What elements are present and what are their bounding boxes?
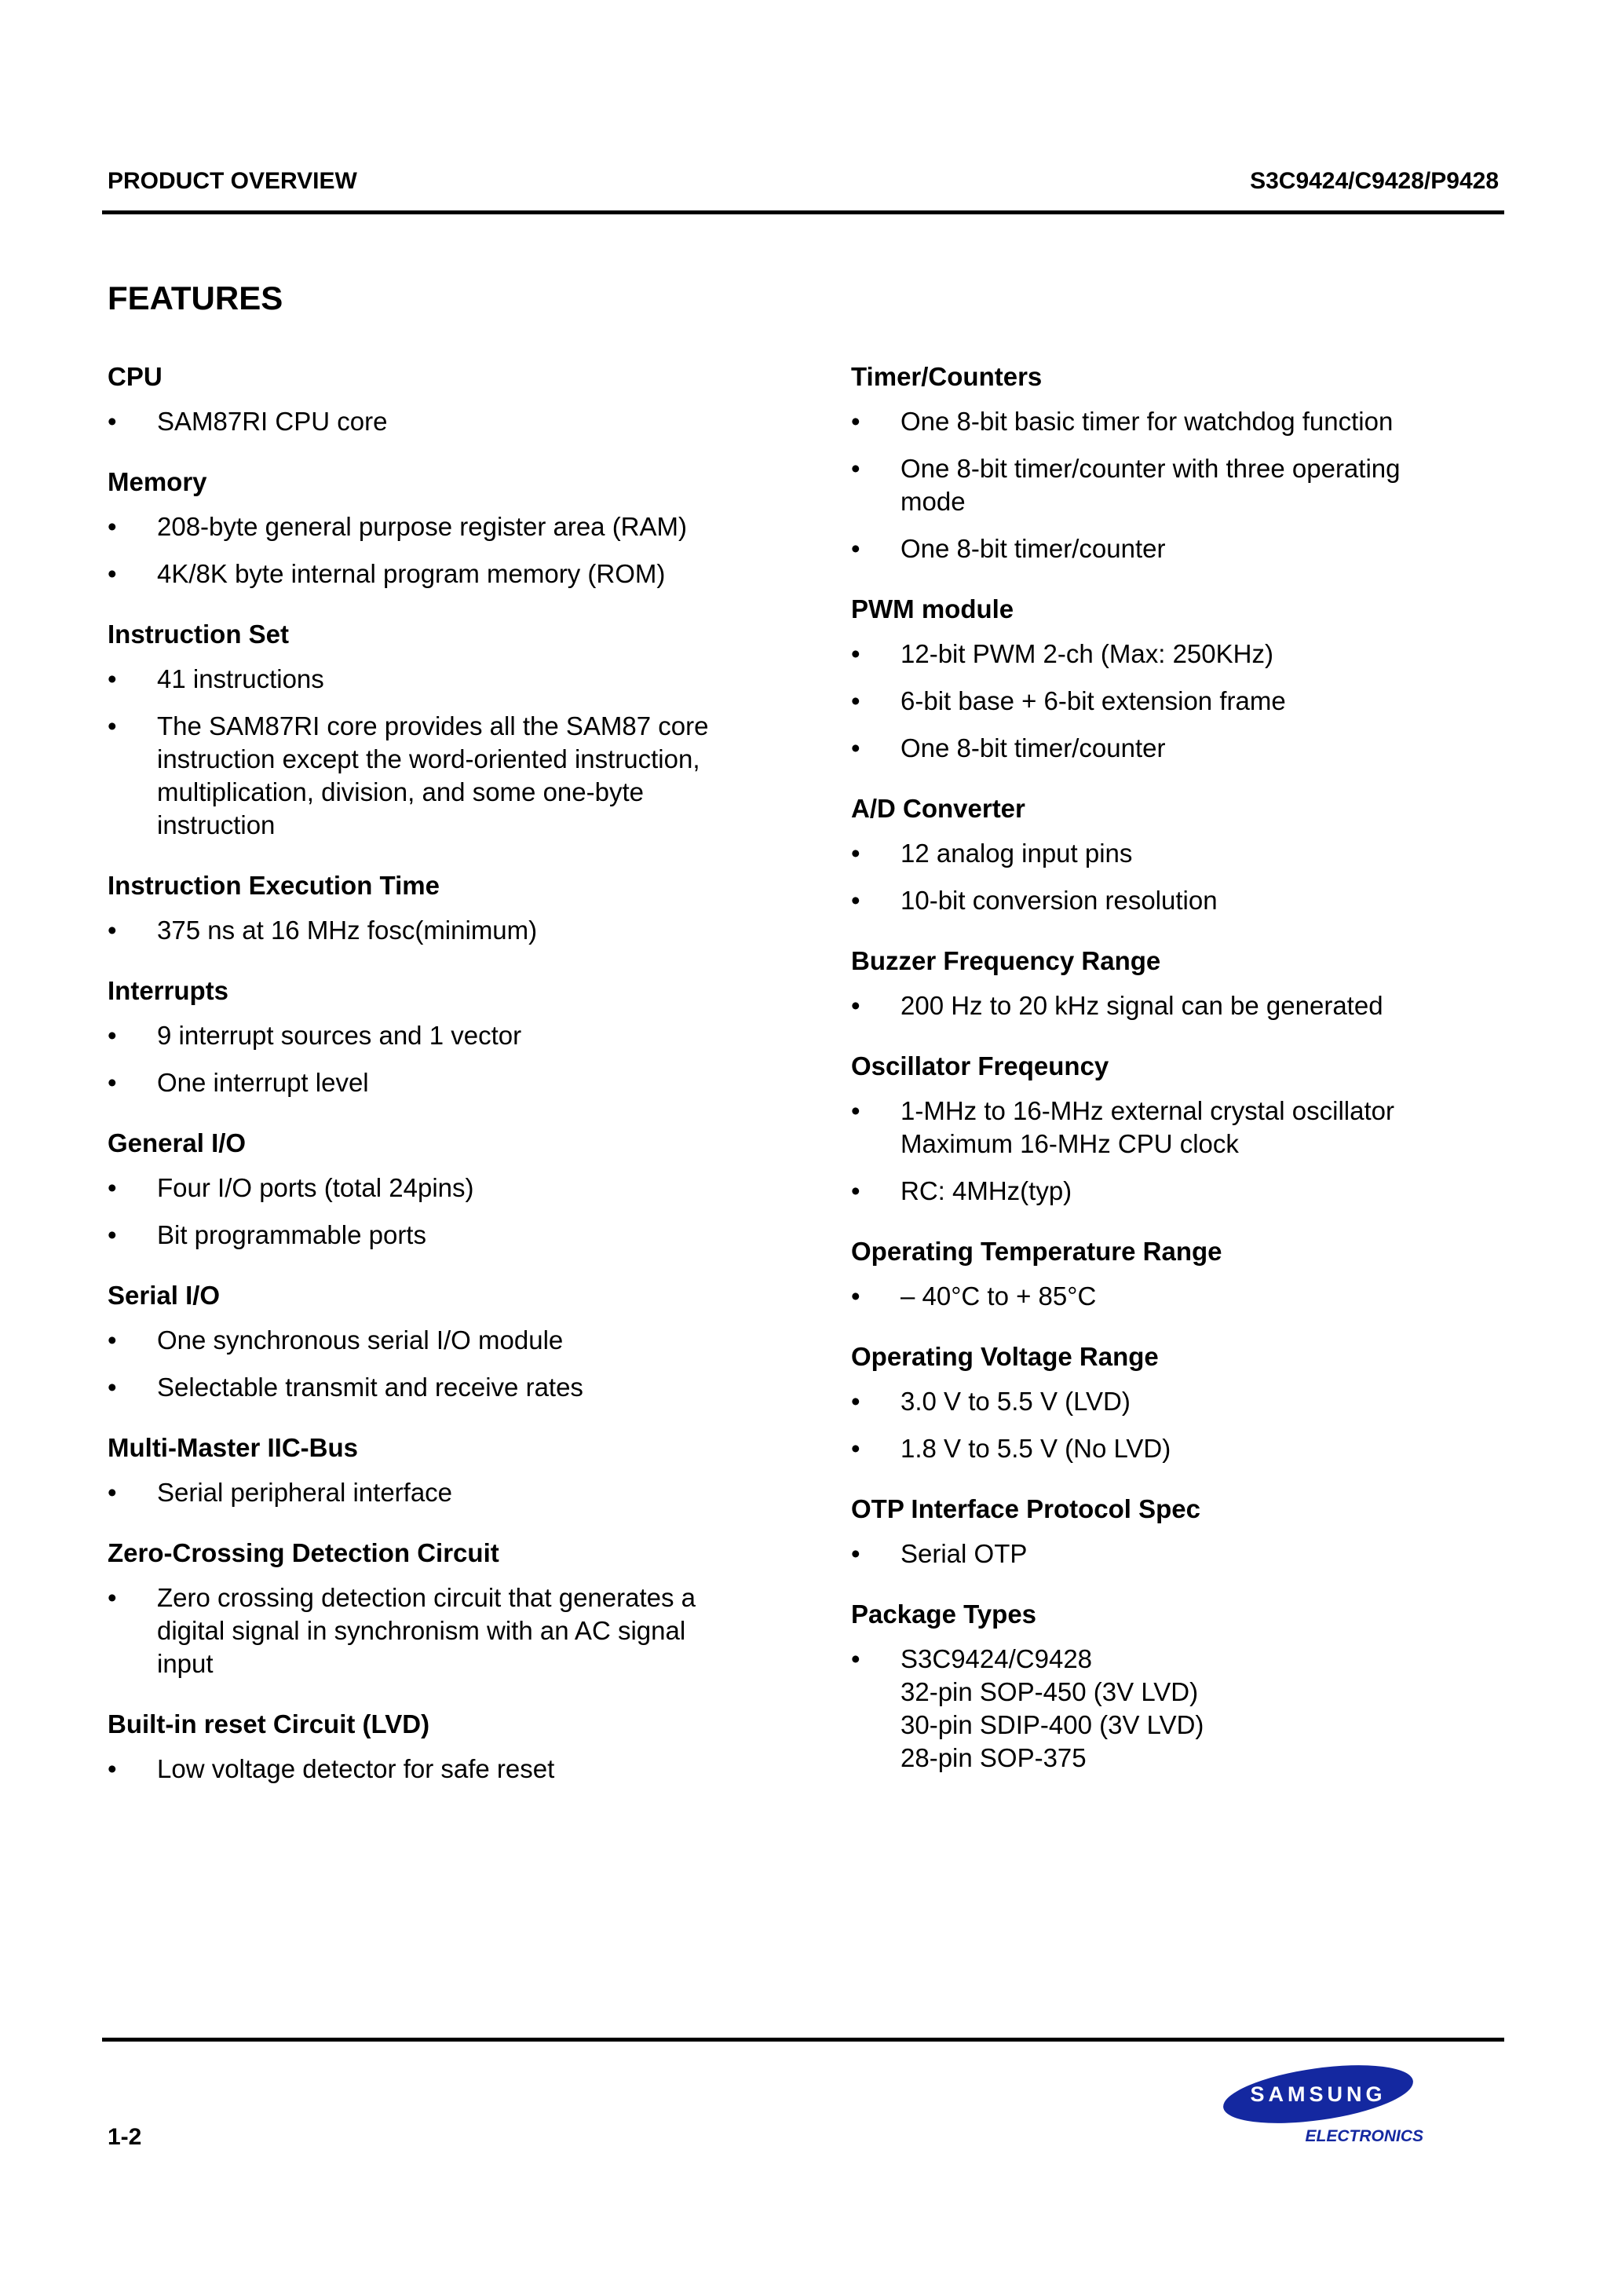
feature-section bbox=[108, 1431, 783, 1509]
feature-item-line: instruction except the word-oriented instruction, bbox=[157, 744, 700, 773]
feature-section bbox=[851, 944, 1526, 1022]
feature-item bbox=[108, 1753, 783, 1786]
feature-section bbox=[108, 360, 783, 438]
feature-item-line: 4K/8K byte internal program memory (ROM) bbox=[157, 559, 666, 588]
feature-section bbox=[108, 1278, 783, 1404]
feature-item bbox=[851, 405, 1526, 438]
feature-item-line: input bbox=[157, 1649, 214, 1678]
feature-section bbox=[108, 617, 783, 842]
bullet-glyph: • bbox=[851, 454, 860, 483]
bullet-glyph: • bbox=[851, 1644, 860, 1673]
section-heading: Buzzer Frequency Range bbox=[851, 946, 1161, 975]
feature-item bbox=[851, 1432, 1526, 1465]
bullet-glyph: • bbox=[108, 1754, 117, 1783]
feature-list bbox=[851, 405, 1526, 565]
feature-list bbox=[851, 837, 1526, 917]
section-heading: Built-in reset Circuit (LVD) bbox=[108, 1709, 430, 1738]
bullet-glyph: • bbox=[851, 1176, 860, 1205]
feature-item-line: Zero crossing detection circuit that generates a bbox=[157, 1583, 696, 1612]
feature-item bbox=[108, 1019, 783, 1052]
feature-item-line: – 40°C to + 85°C bbox=[901, 1281, 1097, 1311]
feature-item bbox=[851, 1095, 1526, 1161]
logo-brand-text: SAMSUNG bbox=[1250, 2082, 1386, 2106]
bullet-glyph: • bbox=[851, 534, 860, 563]
feature-section bbox=[108, 868, 783, 947]
section-heading: Package Types bbox=[851, 1600, 1037, 1629]
feature-section bbox=[108, 1126, 783, 1252]
feature-item-line: One 8-bit timer/counter bbox=[901, 733, 1166, 762]
feature-item-line: Maximum 16-MHz CPU clock bbox=[901, 1129, 1239, 1158]
header-rule bbox=[102, 210, 1504, 214]
section-heading: General I/O bbox=[108, 1128, 247, 1157]
feature-item-line: One 8-bit timer/counter with three operating bbox=[901, 454, 1401, 483]
feature-section bbox=[851, 592, 1526, 765]
section-heading: Multi-Master IIC-Bus bbox=[108, 1433, 359, 1462]
feature-item bbox=[851, 884, 1526, 917]
feature-item-line: 375 ns at 16 MHz fosc(minimum) bbox=[157, 916, 538, 945]
feature-section bbox=[851, 1234, 1526, 1313]
bullet-glyph: • bbox=[108, 1325, 117, 1355]
feature-list bbox=[851, 1095, 1526, 1208]
feature-item bbox=[108, 558, 783, 590]
bullet-glyph: • bbox=[851, 1434, 860, 1463]
feature-item bbox=[851, 452, 1526, 518]
feature-item-line: 41 instructions bbox=[157, 664, 324, 693]
feature-item bbox=[851, 1385, 1526, 1418]
feature-list bbox=[108, 663, 783, 842]
feature-item-line: Bit programmable ports bbox=[157, 1220, 426, 1249]
feature-item bbox=[108, 914, 783, 947]
feature-item bbox=[108, 1172, 783, 1205]
feature-item-line: mode bbox=[901, 487, 966, 516]
section-heading: Memory bbox=[108, 467, 207, 496]
feature-section bbox=[851, 1049, 1526, 1208]
bullet-glyph: • bbox=[851, 686, 860, 715]
page-title: FEATURES bbox=[108, 280, 283, 316]
bullet-glyph: • bbox=[108, 559, 117, 588]
feature-item-line: 12 analog input pins bbox=[901, 839, 1133, 868]
feature-item-line: multiplication, division, and some one-byte bbox=[157, 777, 644, 806]
bullet-glyph: • bbox=[851, 639, 860, 668]
feature-section bbox=[108, 1536, 783, 1680]
bullet-glyph: • bbox=[851, 991, 860, 1020]
feature-list bbox=[108, 1476, 783, 1509]
logo-sub-text: ELECTRONICS bbox=[1305, 2127, 1423, 2145]
bullet-glyph: • bbox=[108, 1478, 117, 1507]
feature-item-line: One interrupt level bbox=[157, 1068, 369, 1097]
feature-list bbox=[108, 914, 783, 947]
bullet-glyph: • bbox=[851, 1387, 860, 1416]
feature-item-line: Low voltage detector for safe reset bbox=[157, 1754, 555, 1783]
feature-item bbox=[108, 1581, 783, 1680]
feature-item bbox=[108, 1476, 783, 1509]
feature-item-line: 28-pin SOP-375 bbox=[901, 1743, 1087, 1772]
bullet-glyph: • bbox=[851, 733, 860, 762]
section-heading: Oscillator Freqeuncy bbox=[851, 1051, 1109, 1080]
feature-item bbox=[108, 663, 783, 696]
bullet-glyph: • bbox=[108, 711, 117, 740]
right-column bbox=[851, 360, 1526, 1801]
feature-item-line: The SAM87RI core provides all the SAM87 core bbox=[157, 711, 709, 740]
feature-list bbox=[108, 1172, 783, 1252]
page-number: 1-2 bbox=[108, 2124, 142, 2150]
feature-section bbox=[108, 974, 783, 1099]
feature-list bbox=[108, 1753, 783, 1786]
feature-item bbox=[851, 532, 1526, 565]
feature-section bbox=[108, 465, 783, 590]
header-part-number: S3C9424/C9428/P9428 bbox=[1250, 168, 1499, 194]
bullet-glyph: • bbox=[851, 839, 860, 868]
feature-item-line: Four I/O ports (total 24pins) bbox=[157, 1173, 474, 1202]
section-heading: Serial I/O bbox=[108, 1281, 221, 1310]
bullet-glyph: • bbox=[108, 1068, 117, 1097]
feature-item-line: 10-bit conversion resolution bbox=[901, 886, 1218, 915]
feature-list bbox=[108, 405, 783, 438]
bullet-glyph: • bbox=[108, 916, 117, 945]
bullet-glyph: • bbox=[851, 407, 860, 436]
feature-item-line: 30-pin SDIP-400 (3V LVD) bbox=[901, 1710, 1204, 1739]
section-heading: Operating Temperature Range bbox=[851, 1237, 1222, 1266]
section-heading: Timer/Counters bbox=[851, 362, 1043, 391]
feature-list bbox=[108, 1019, 783, 1099]
feature-item bbox=[851, 837, 1526, 870]
feature-item-line: 9 interrupt sources and 1 vector bbox=[157, 1021, 522, 1050]
bullet-glyph: • bbox=[108, 1021, 117, 1050]
page-header bbox=[108, 168, 1499, 196]
feature-item bbox=[108, 1219, 783, 1252]
feature-list bbox=[108, 1581, 783, 1680]
bullet-glyph: • bbox=[108, 1173, 117, 1202]
feature-item bbox=[851, 732, 1526, 765]
section-heading: A/D Converter bbox=[851, 794, 1025, 823]
feature-list bbox=[851, 1643, 1526, 1775]
feature-item-line: instruction bbox=[157, 810, 276, 839]
feature-item-line: Serial OTP bbox=[901, 1539, 1028, 1568]
feature-list bbox=[851, 1537, 1526, 1570]
feature-item-line: 32-pin SOP-450 (3V LVD) bbox=[901, 1677, 1199, 1706]
feature-item bbox=[851, 1175, 1526, 1208]
feature-list bbox=[851, 1385, 1526, 1465]
feature-section bbox=[851, 1340, 1526, 1465]
feature-item bbox=[851, 1280, 1526, 1313]
feature-item-line: One 8-bit timer/counter bbox=[901, 534, 1166, 563]
feature-item-line: S3C9424/C9428 bbox=[901, 1644, 1093, 1673]
feature-section bbox=[851, 792, 1526, 917]
feature-item bbox=[108, 1371, 783, 1404]
feature-item bbox=[108, 1066, 783, 1099]
feature-list bbox=[851, 638, 1526, 765]
feature-item-line: 208-byte general purpose register area (RAM) bbox=[157, 512, 688, 541]
bullet-glyph: • bbox=[851, 886, 860, 915]
section-heading: Operating Voltage Range bbox=[851, 1342, 1159, 1371]
left-column bbox=[108, 360, 783, 1812]
feature-section bbox=[851, 1597, 1526, 1775]
feature-section bbox=[851, 1492, 1526, 1570]
feature-item bbox=[108, 510, 783, 543]
feature-item-line: 200 Hz to 20 kHz signal can be generated bbox=[901, 991, 1383, 1020]
feature-item bbox=[851, 989, 1526, 1022]
feature-item-line: 6-bit base + 6-bit extension frame bbox=[901, 686, 1286, 715]
feature-item bbox=[851, 1537, 1526, 1570]
bullet-glyph: • bbox=[108, 664, 117, 693]
feature-item bbox=[851, 685, 1526, 718]
bullet-glyph: • bbox=[851, 1539, 860, 1568]
feature-item bbox=[851, 638, 1526, 671]
feature-item-line: 12-bit PWM 2-ch (Max: 250KHz) bbox=[901, 639, 1273, 668]
header-section-title: PRODUCT OVERVIEW bbox=[108, 168, 357, 194]
feature-list bbox=[108, 510, 783, 590]
feature-item-line: One synchronous serial I/O module bbox=[157, 1325, 564, 1355]
section-heading: Interrupts bbox=[108, 976, 229, 1005]
feature-item-line: 1-MHz to 16-MHz external crystal oscillator bbox=[901, 1096, 1394, 1125]
bullet-glyph: • bbox=[108, 1583, 117, 1612]
feature-list bbox=[108, 1324, 783, 1404]
feature-section bbox=[108, 1707, 783, 1786]
feature-item bbox=[108, 710, 783, 842]
section-heading: PWM module bbox=[851, 594, 1014, 623]
feature-list bbox=[851, 1280, 1526, 1313]
samsung-logo bbox=[1221, 2061, 1425, 2148]
feature-item-line: 1.8 V to 5.5 V (No LVD) bbox=[901, 1434, 1171, 1463]
feature-item bbox=[851, 1643, 1526, 1775]
feature-item-line: SAM87RI CPU core bbox=[157, 407, 388, 436]
feature-item-line: Selectable transmit and receive rates bbox=[157, 1373, 583, 1402]
bullet-glyph: • bbox=[108, 1220, 117, 1249]
bullet-glyph: • bbox=[108, 512, 117, 541]
bullet-glyph: • bbox=[851, 1281, 860, 1311]
feature-item bbox=[108, 405, 783, 438]
section-heading: OTP Interface Protocol Spec bbox=[851, 1494, 1201, 1523]
section-heading: Instruction Set bbox=[108, 620, 290, 649]
bullet-glyph: • bbox=[851, 1096, 860, 1125]
feature-item-line: RC: 4MHz(typ) bbox=[901, 1176, 1072, 1205]
bullet-glyph: • bbox=[108, 1373, 117, 1402]
feature-list bbox=[851, 989, 1526, 1022]
bullet-glyph: • bbox=[108, 407, 117, 436]
feature-section bbox=[851, 360, 1526, 565]
feature-item-line: Serial peripheral interface bbox=[157, 1478, 453, 1507]
section-heading: Instruction Execution Time bbox=[108, 871, 440, 900]
footer-rule bbox=[102, 2038, 1504, 2042]
section-heading: Zero-Crossing Detection Circuit bbox=[108, 1538, 499, 1567]
feature-item-line: One 8-bit basic timer for watchdog function bbox=[901, 407, 1394, 436]
feature-item bbox=[108, 1324, 783, 1357]
section-heading: CPU bbox=[108, 362, 163, 391]
feature-item-line: 3.0 V to 5.5 V (LVD) bbox=[901, 1387, 1131, 1416]
feature-item-line: digital signal in synchronism with an AC signal bbox=[157, 1616, 686, 1645]
